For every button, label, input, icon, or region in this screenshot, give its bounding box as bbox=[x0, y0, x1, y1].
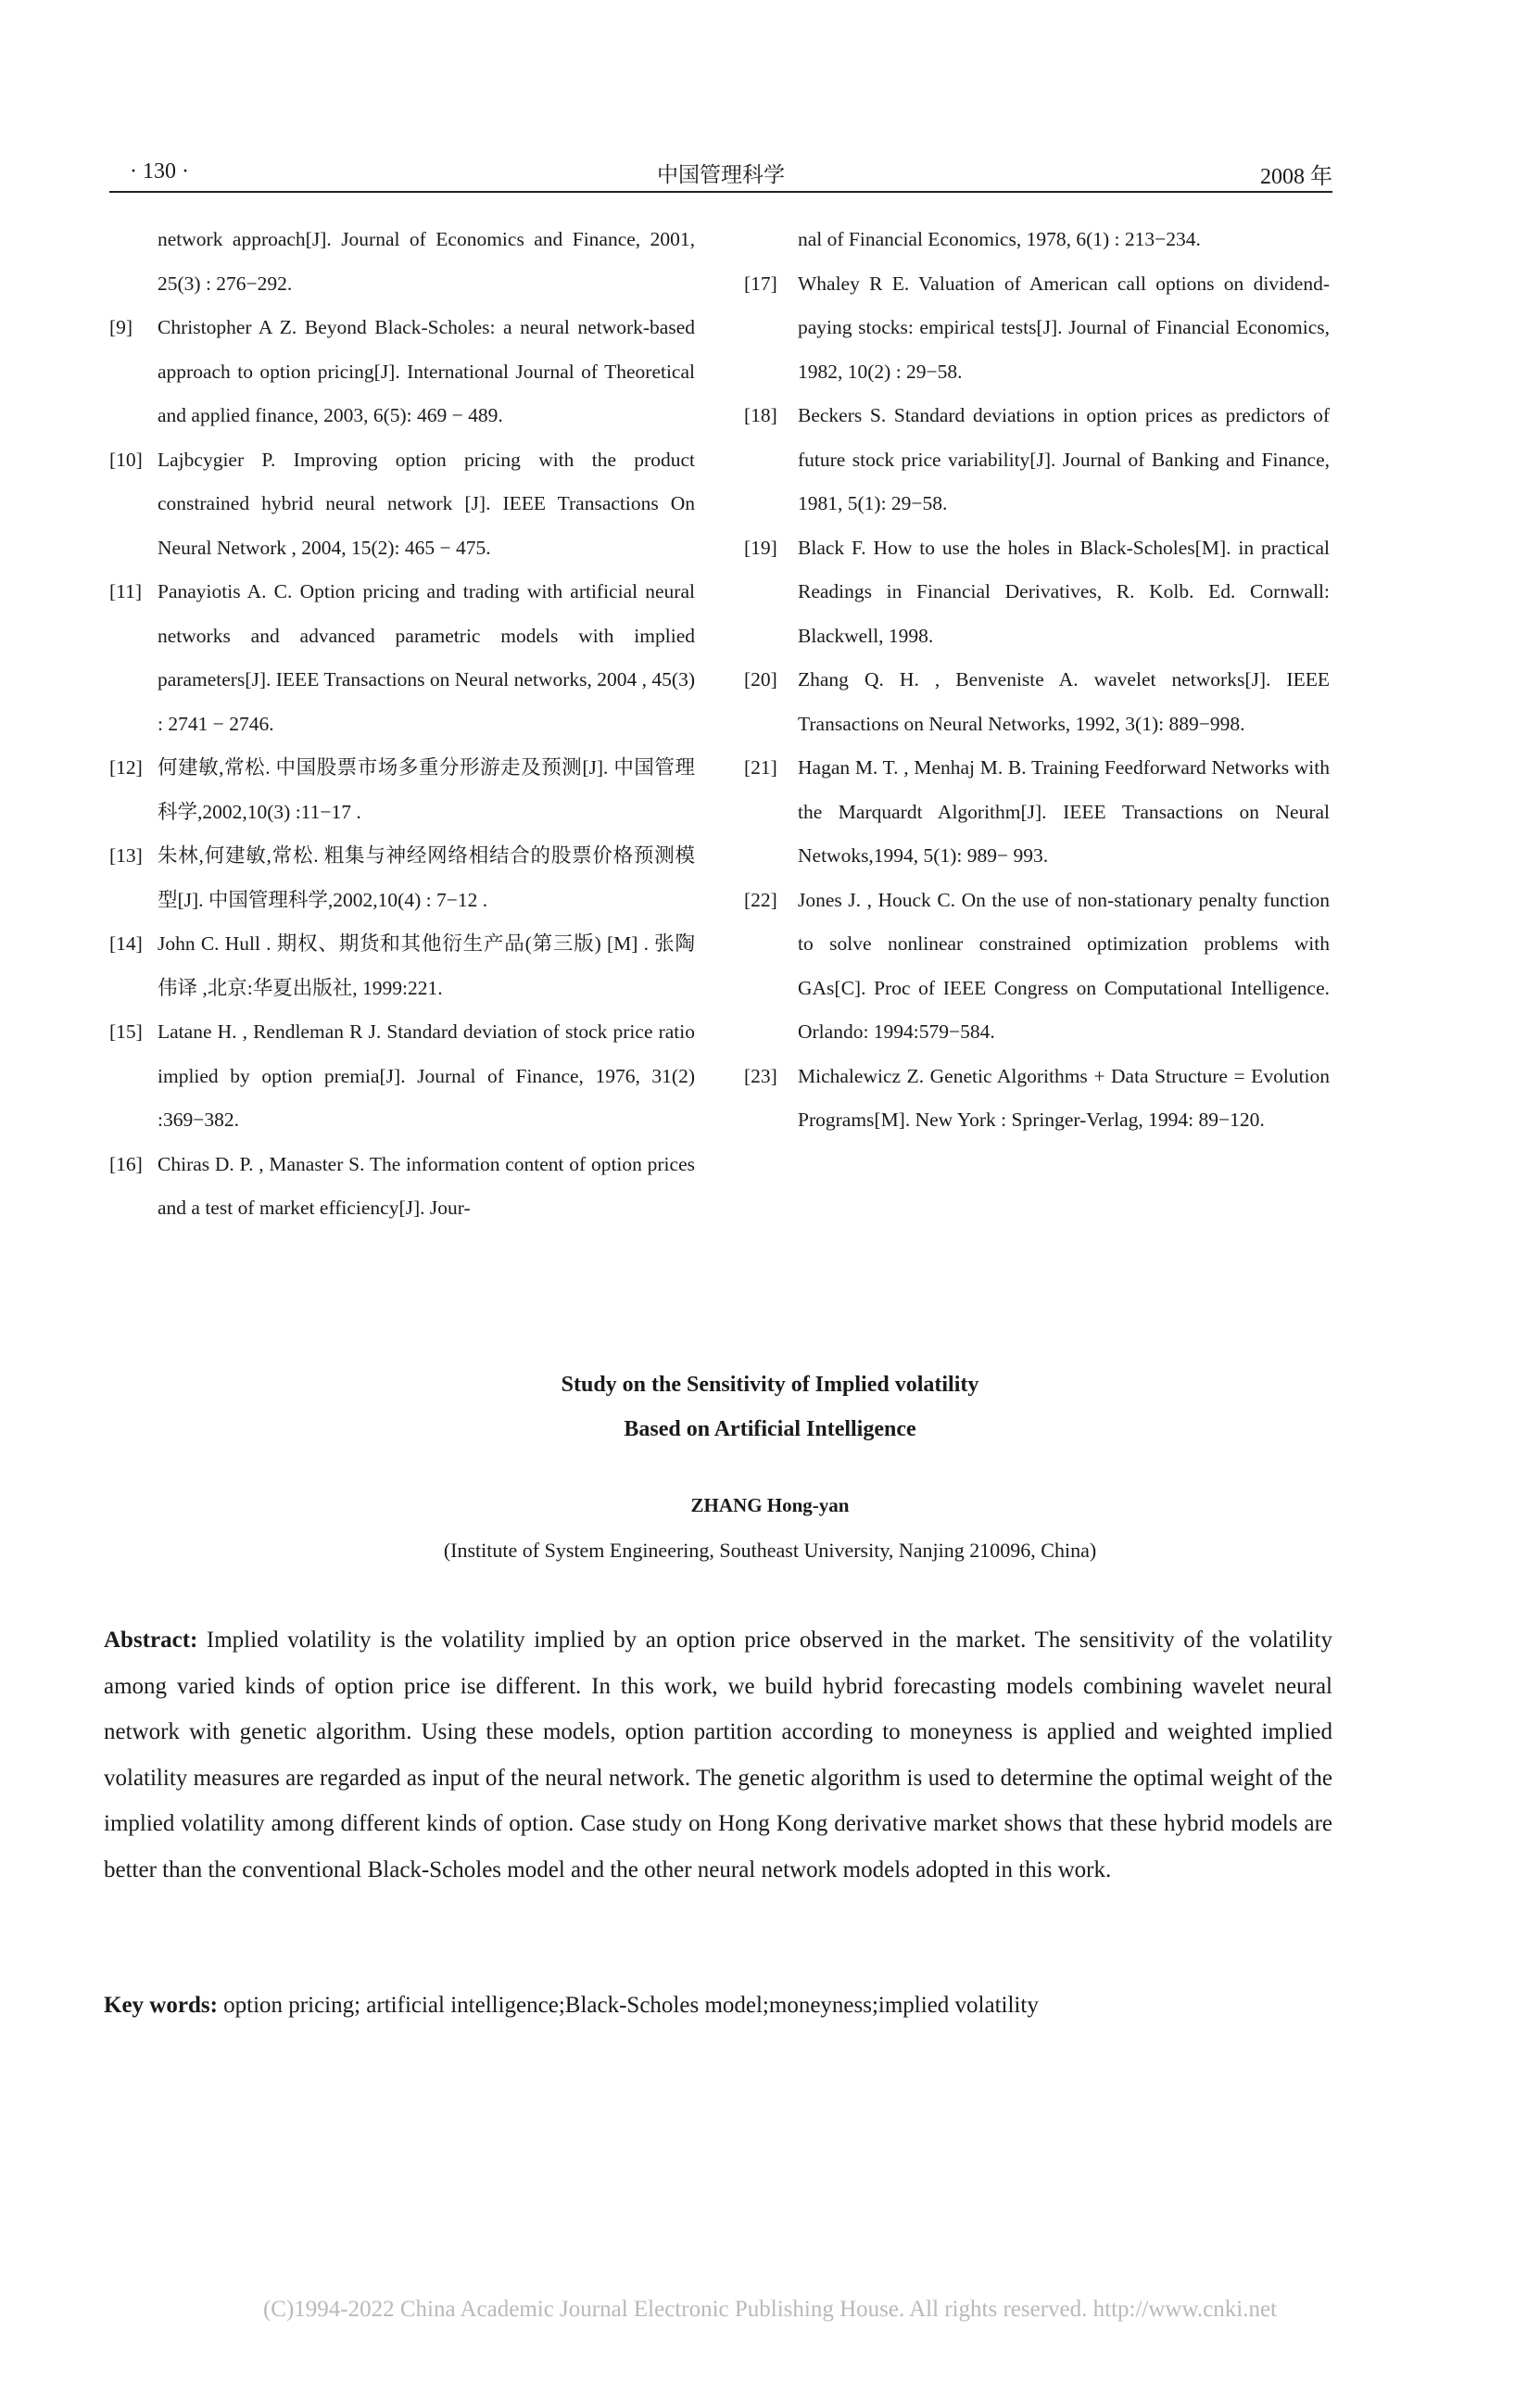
references-right-column bbox=[744, 218, 1330, 1143]
reference-entry: [23] Michalewicz Z. Genetic Algorithms + Data Structure = Evolution Programs[M]. New York : Springer-Verlag, 1994: 89−120. bbox=[744, 1064, 1330, 1131]
reference-entry: nal of Financial Economics, 1978, 6(1) : 213−234. bbox=[798, 228, 1201, 250]
author-name: ZHANG Hong-yan bbox=[690, 1494, 850, 1516]
reference-entry: [14] John C. Hull . 期权、期货和其他衍生产品(第三版) [M] . 张陶伟译 ,北京:华夏出版社, 1999:221. bbox=[109, 932, 695, 999]
page-number: · 130 · bbox=[130, 159, 189, 184]
abstract-text: Implied volatility is the volatility implied by an option price observed in the market. The sensitivity of the volatility among varied kinds of option price ise different. In this work, we build hybrid forecasting models combining wavelet neural network with genetic algorithm. Using these models, option partition according to moneyness is applied and weighted implied volatility measures are regarded as input of the neural network. The genetic algorithm is used to determine the optimal weight of the implied volatility among different kinds of option. Case study on Hong Kong derivative market shows that these hybrid models are better than the conventional Black-Scholes model and the other neural network models adopted in this work. bbox=[104, 1628, 1332, 1882]
reference-entry: [13] 朱林,何建敏,常松. 粗集与神经网络相结合的股票价格预测模型[J]. 中国管理科学,2002,10(4) : 7−12 . bbox=[109, 844, 695, 911]
publication-year: 2008 年 bbox=[1260, 165, 1332, 189]
abstract bbox=[104, 1617, 1332, 1893]
reference-entry: [11] Panayiotis A. C. Option pricing and trading with artificial neural networks and advanced parametric models with implied parameters[J]. IEEE Transactions on Neural networks, 2004 , 45(3) : 2741 − 2746. bbox=[109, 580, 695, 735]
reference-entry: [19] Black F. How to use the holes in Black-Scholes[M]. in practical Readings in Financial Derivatives, R. Kolb. Ed. Cornwall: Blackwell, 1998. bbox=[744, 536, 1330, 647]
english-title bbox=[0, 1362, 1540, 1451]
reference-entry: [16] Chiras D. P. , Manaster S. The information content of option prices and a test of market efficiency[J]. Jour- bbox=[109, 1152, 695, 1219]
reference-entry: [17] Whaley R E. Valuation of American call options on dividend-paying stocks: empirical tests[J]. Journal of Financial Economics, 1982, 10(2) : 29−58. bbox=[744, 272, 1330, 383]
copyright-footer: (C)1994-2022 China Academic Journal Electronic Publishing House. All rights reserved. http://www.cnki.net bbox=[262, 2297, 1278, 2322]
reference-entry: [15] Latane H. , Rendleman R J. Standard deviation of stock price ratio implied by option premia[J]. Journal of Finance, 1976, 31(2) :369−382. bbox=[109, 1020, 695, 1131]
title-line-1: Study on the Sensitivity of Implied volatility bbox=[561, 1373, 979, 1397]
abstract-label: Abstract: bbox=[104, 1628, 198, 1653]
reference-entry: [20] Zhang Q. H. , Benveniste A. wavelet networks[J]. IEEE Transactions on Neural Networks, 1992, 3(1): 889−998. bbox=[744, 668, 1330, 735]
running-header bbox=[109, 158, 1332, 191]
keywords-text: option pricing; artificial intelligence;Black-Scholes model;moneyness;implied volatility bbox=[217, 1993, 1039, 2018]
title-line-2: Based on Artificial Intelligence bbox=[624, 1417, 916, 1441]
reference-entry: [12] 何建敏,常松. 中国股票市场多重分形游走及预测[J]. 中国管理科学,2002,10(3) :11−17 . bbox=[109, 756, 695, 823]
reference-entry: [10] Lajbcygier P. Improving option pricing with the product constrained hybrid neural network [J]. IEEE Transactions On Neural Network , 2004, 15(2): 465 − 475. bbox=[109, 448, 695, 559]
keywords bbox=[104, 1993, 1332, 2019]
reference-entry: [18] Beckers S. Standard deviations in option prices as predictors of future stock price variability[J]. Journal of Banking and Finance, 1981, 5(1): 29−58. bbox=[744, 404, 1330, 514]
keywords-label: Key words: bbox=[104, 1993, 218, 2018]
references-left-column bbox=[109, 218, 695, 1231]
reference-entry: [9] Christopher A Z. Beyond Black-Scholes: a neural network-based approach to option pricing[J]. International Journal of Theoretical and applied finance, 2003, 6(5): 469 − 489. bbox=[109, 316, 695, 426]
reference-entry: network approach[J]. Journal of Economics and Finance, 2001, 25(3) : 276−292. bbox=[158, 228, 695, 295]
reference-entry: [22] Jones J. , Houck C. On the use of non-stationary penalty function to solve nonlinear constrained optimization problems with GAs[C]. Proc of IEEE Congress on Computational Intelligence. Orlando: 1994:579−584. bbox=[744, 888, 1330, 1043]
journal-name: 中国管理科学 bbox=[657, 163, 785, 187]
reference-entry: [21] Hagan M. T. , Menhaj M. B. Training Feedforward Networks with the Marquardt Algorithm[J]. IEEE Transactions on Neural Netwoks,1994, 5(1): 989− 993. bbox=[744, 756, 1330, 867]
author-affiliation: (Institute of System Engineering, Southeast University, Nanjing 210096, China) bbox=[443, 1539, 1097, 1562]
header-rule bbox=[109, 191, 1332, 193]
